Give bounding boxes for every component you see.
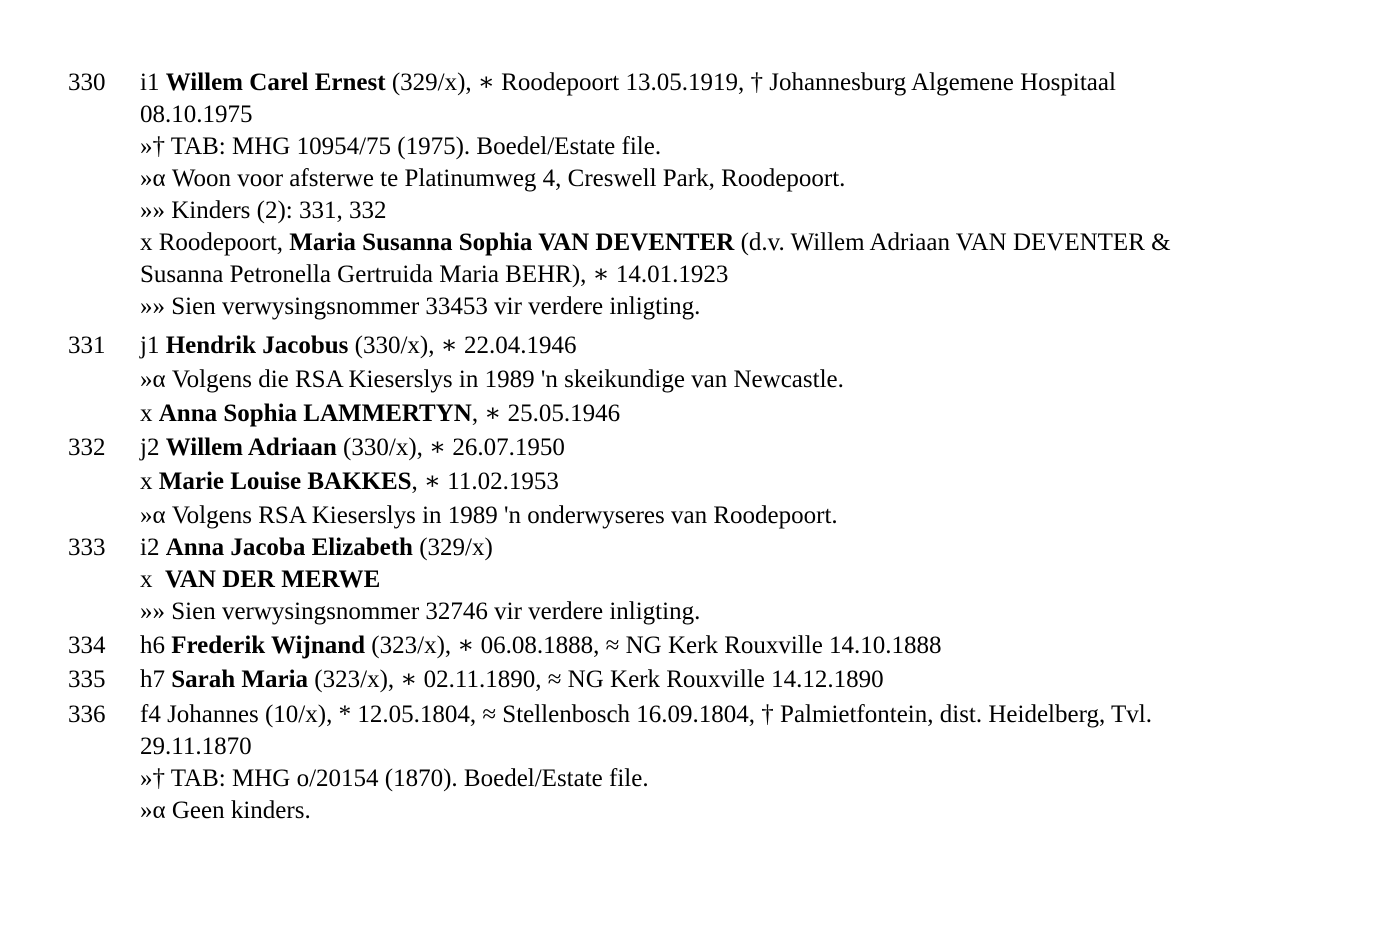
entry-line	[140, 364, 1320, 396]
entry-number: 330	[68, 69, 106, 96]
entry-line	[140, 500, 1320, 532]
entry-line	[140, 398, 1320, 430]
text-run: »α Woon voor afsterwe te Platinumweg 4, Creswell Park, Roodepoort.	[140, 165, 846, 192]
entry-number: 334	[68, 632, 106, 659]
entry-number: 333	[68, 534, 106, 561]
entry-line	[140, 163, 1320, 195]
spouse-name: Anna Sophia LAMMERTYN	[158, 400, 472, 427]
entry-number: 331	[68, 332, 106, 359]
text-run: »α Volgens RSA Kieserslys in 1989 'n onderwyseres van Roodepoort.	[140, 502, 838, 529]
text-run: (d.v. Willem Adriaan VAN DEVENTER &	[734, 229, 1171, 256]
text-run: h7	[140, 666, 172, 693]
text-run: , ∗ 11.02.1953	[411, 468, 559, 495]
entry-number: 336	[68, 701, 106, 728]
entry-line	[140, 596, 1320, 628]
text-run: 29.11.1870	[140, 733, 252, 760]
text-run: i1	[140, 69, 166, 96]
text-run: x	[140, 468, 159, 495]
entry-line	[140, 432, 1320, 464]
person-name: Sarah Maria	[171, 666, 309, 693]
text-run: »α Volgens die RSA Kieserslys in 1989 'n skeikundige van Newcastle.	[140, 366, 844, 393]
text-run: »» Sien verwysingsnommer 33453 vir verdere inligting.	[140, 293, 701, 320]
text-run: (330/x), ∗ 22.04.1946	[348, 332, 577, 359]
text-run: , ∗ 25.05.1946	[471, 400, 621, 427]
text-run: (329/x)	[412, 534, 493, 561]
spouse-name: VAN DER MERWE	[165, 566, 381, 593]
entry-line	[140, 330, 1320, 362]
person-name: Hendrik Jacobus	[165, 332, 349, 359]
text-run: x	[140, 566, 165, 593]
entry-line	[140, 99, 1320, 131]
text-run: (323/x), ∗ 06.08.1888, ≈ NG Kerk Rouxville 14.10.1888	[365, 632, 942, 659]
text-run: (330/x), ∗ 26.07.1950	[336, 434, 565, 461]
text-run: »α Geen kinders.	[140, 797, 311, 824]
entry-line	[140, 532, 1320, 564]
text-run: j2	[140, 434, 166, 461]
entry-line	[140, 131, 1320, 163]
entry-line	[140, 466, 1320, 498]
entry-body	[140, 432, 1320, 532]
text-run: »» Sien verwysingsnommer 32746 vir verdere inligting.	[140, 598, 701, 625]
entry-line	[140, 67, 1320, 99]
entry-line	[140, 664, 1320, 696]
entry-line	[140, 731, 1320, 763]
entry-line	[140, 227, 1320, 259]
text-run: »» Kinders (2): 331, 332	[140, 197, 387, 224]
text-run: (329/x), ∗ Roodepoort 13.05.1919, † Johannesburg Algemene Hospitaal	[385, 69, 1116, 96]
entry-line	[140, 795, 1320, 827]
entry-line	[140, 259, 1320, 291]
text-run: f4 Johannes (10/x), * 12.05.1804, ≈ Stellenbosch 16.09.1804, † Palmietfontein, dist. Heidelberg, Tvl.	[140, 701, 1152, 728]
entry-line	[140, 630, 1320, 662]
spouse-name: Marie Louise BAKKES	[158, 468, 412, 495]
entry-body	[140, 699, 1320, 827]
entry-line	[140, 291, 1320, 323]
spouse-name: Maria Susanna Sophia VAN DEVENTER	[289, 229, 735, 256]
entry-line	[140, 699, 1320, 731]
entry-body	[140, 330, 1320, 430]
text-run: x	[140, 400, 159, 427]
text-run: h6	[140, 632, 172, 659]
person-name: Willem Carel Ernest	[165, 69, 386, 96]
text-run: »† TAB: MHG o/20154 (1870). Boedel/Estate file.	[140, 765, 649, 792]
entry-number: 335	[68, 666, 106, 693]
entry-body	[140, 532, 1320, 628]
entry-body	[140, 67, 1320, 323]
text-run: »† TAB: MHG 10954/75 (1975). Boedel/Estate file.	[140, 133, 662, 160]
entry-number: 332	[68, 434, 106, 461]
entry-line	[140, 195, 1320, 227]
entry-line	[140, 564, 1320, 596]
text-run: x Roodepoort,	[140, 229, 290, 256]
text-run: i2	[140, 534, 166, 561]
entry-body	[140, 630, 1320, 662]
text-run: 08.10.1975	[140, 101, 253, 128]
entry-line	[140, 763, 1320, 795]
text-run: (323/x), ∗ 02.11.1890, ≈ NG Kerk Rouxville 14.12.1890	[308, 666, 884, 693]
person-name: Willem Adriaan	[165, 434, 337, 461]
text-run: Susanna Petronella Gertruida Maria BEHR), ∗ 14.01.1923	[140, 261, 729, 288]
person-name: Anna Jacoba Elizabeth	[165, 534, 413, 561]
person-name: Frederik Wijnand	[171, 632, 366, 659]
text-run: j1	[140, 332, 166, 359]
entry-body	[140, 664, 1320, 696]
